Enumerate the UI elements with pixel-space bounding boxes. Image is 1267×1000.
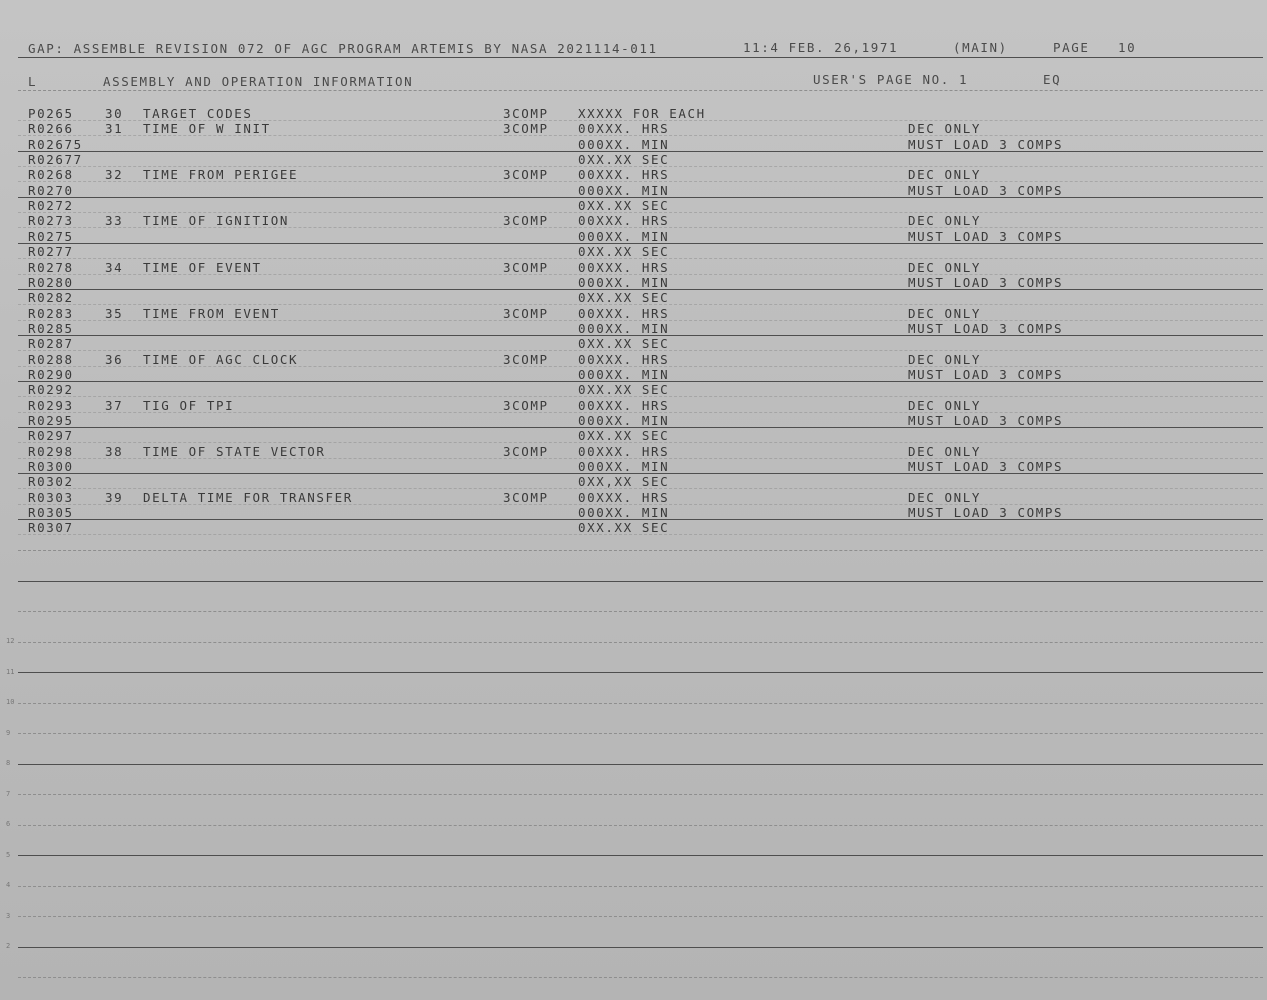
load-note: DEC ONLY — [908, 167, 982, 183]
users-page-number: USER'S PAGE NO. 1 — [813, 72, 969, 87]
load-note: MUST LOAD 3 COMPS — [908, 320, 1064, 336]
display-format: 00XXX. HRS — [578, 213, 670, 229]
display-format: 00XXX. HRS — [578, 489, 670, 505]
load-note: DEC ONLY — [908, 259, 982, 275]
component-count: 3COMP — [503, 351, 549, 367]
blank-rule — [18, 581, 1263, 582]
line-id: R0283 — [28, 305, 74, 321]
blank-rule — [18, 855, 1263, 856]
load-note: DEC ONLY — [908, 305, 982, 321]
load-note: DEC ONLY — [908, 213, 982, 229]
margin-number: 3 — [6, 911, 11, 920]
line-id: R02677 — [28, 152, 83, 168]
margin-number: 9 — [6, 728, 11, 737]
component-count: 3COMP — [503, 443, 549, 459]
line-id: R0302 — [28, 474, 74, 490]
blank-rule — [18, 672, 1263, 673]
page-number: 10 — [1118, 40, 1137, 55]
line-id: R0287 — [28, 336, 74, 352]
listing-timestamp: 11:4 FEB. 26,1971 — [743, 40, 899, 55]
page-label: PAGE — [1053, 40, 1090, 55]
display-format: 00XXX. HRS — [578, 397, 670, 413]
line-id: R0297 — [28, 428, 74, 444]
display-format: 0XX.XX SEC — [578, 244, 670, 260]
blank-rule — [18, 764, 1263, 765]
item-number: 37 — [105, 397, 124, 413]
margin-number: 4 — [6, 881, 11, 889]
blank-rule — [18, 886, 1263, 887]
item-number: 36 — [105, 351, 124, 367]
line-id: R0275 — [28, 228, 74, 244]
line-id: R0278 — [28, 259, 74, 275]
line-id: R0298 — [28, 443, 74, 459]
display-format: 000XX. MIN — [578, 413, 670, 428]
blank-rule — [18, 611, 1263, 612]
load-note: MUST LOAD 3 COMPS — [908, 228, 1064, 244]
display-format: 000XX. MIN — [578, 366, 670, 382]
line-id: R0268 — [28, 167, 74, 183]
margin-number: 5 — [6, 850, 11, 859]
line-id: R0303 — [28, 489, 74, 505]
load-note: DEC ONLY — [908, 489, 982, 505]
section-title: ASSEMBLY AND OPERATION INFORMATION — [103, 74, 414, 89]
item-description: TARGET CODES — [143, 106, 253, 121]
blank-rule — [18, 550, 1263, 551]
item-description: DELTA TIME FOR TRANSFER — [143, 489, 353, 505]
display-format: 0XX.XX SEC — [578, 290, 670, 306]
display-format: 000XX. MIN — [578, 274, 670, 290]
display-format: 0XX.XX SEC — [578, 152, 670, 168]
component-count: 3COMP — [503, 106, 549, 121]
display-format: 000XX. MIN — [578, 459, 670, 475]
display-format: 0XX.XX SEC — [578, 198, 670, 214]
line-id: R0273 — [28, 213, 74, 229]
item-number: 38 — [105, 443, 124, 459]
component-count: 3COMP — [503, 259, 549, 275]
display-format: 00XXX. HRS — [578, 167, 670, 183]
display-format: 00XXX. HRS — [578, 305, 670, 321]
load-note: MUST LOAD 3 COMPS — [908, 505, 1064, 521]
row-rule — [18, 258, 1263, 259]
load-note: MUST LOAD 3 COMPS — [908, 136, 1064, 152]
item-number: 31 — [105, 121, 124, 137]
line-id: P0265 — [28, 106, 74, 121]
blank-rule — [18, 794, 1263, 795]
display-format: XXXXX FOR EACH — [578, 106, 706, 121]
load-note: DEC ONLY — [908, 351, 982, 367]
component-count: 3COMP — [503, 167, 549, 183]
component-count: 3COMP — [503, 305, 549, 321]
display-format: 0XX.XX SEC — [578, 336, 670, 352]
line-id: R0272 — [28, 198, 74, 214]
margin-number: 11 — [6, 667, 15, 676]
line-id: R0266 — [28, 121, 74, 137]
listing-header-title: GAP: ASSEMBLE REVISION 072 OF AGC PROGRAM ARTEMIS BY NASA 2021114-011 — [28, 41, 658, 56]
margin-number: 7 — [6, 789, 11, 798]
load-note: MUST LOAD 3 COMPS — [908, 366, 1064, 382]
item-number: 39 — [105, 489, 124, 505]
listing-mode: (MAIN) — [953, 40, 1008, 55]
display-format: 000XX. MIN — [578, 182, 670, 198]
line-id: R0295 — [28, 413, 74, 428]
blank-rule — [18, 703, 1263, 704]
component-count: 3COMP — [503, 213, 549, 229]
line-id: R0292 — [28, 382, 74, 398]
header-rule — [18, 57, 1263, 58]
display-format: 0XX.XX SEC — [578, 382, 670, 398]
component-count: 3COMP — [503, 489, 549, 505]
load-note: MUST LOAD 3 COMPS — [908, 274, 1064, 290]
item-description: TIME FROM EVENT — [143, 305, 280, 321]
line-id: R0290 — [28, 366, 74, 382]
blank-rule — [18, 733, 1263, 734]
load-note: DEC ONLY — [908, 443, 982, 459]
display-format: 00XXX. HRS — [578, 443, 670, 459]
item-description: TIG OF TPI — [143, 397, 235, 413]
blank-rule — [18, 825, 1263, 826]
item-description: TIME OF EVENT — [143, 259, 262, 275]
margin-number: 6 — [6, 820, 11, 828]
margin-number: 10 — [6, 698, 15, 706]
display-format: 000XX. MIN — [578, 505, 670, 521]
item-description: TIME OF STATE VECTOR — [143, 443, 326, 459]
blank-rule — [18, 642, 1263, 643]
component-count: 3COMP — [503, 397, 549, 413]
item-number: 34 — [105, 259, 124, 275]
eq-label: EQ — [1043, 72, 1062, 87]
row-rule — [18, 534, 1263, 535]
line-id: R0280 — [28, 274, 74, 290]
margin-number: 8 — [6, 759, 11, 767]
display-format: 000XX. MIN — [578, 136, 670, 152]
section-code: L — [28, 74, 38, 89]
item-number: 33 — [105, 213, 124, 229]
display-format: 0XX.XX SEC — [578, 428, 670, 444]
load-note: DEC ONLY — [908, 121, 982, 137]
load-note: MUST LOAD 3 COMPS — [908, 413, 1064, 428]
item-number: 30 — [105, 106, 124, 121]
line-id: R0282 — [28, 290, 74, 306]
line-id: R0305 — [28, 505, 74, 521]
line-id: R0288 — [28, 351, 74, 367]
display-format: 00XXX. HRS — [578, 259, 670, 275]
line-id: R0293 — [28, 397, 74, 413]
line-id: R0300 — [28, 459, 74, 475]
display-format: 00XXX. HRS — [578, 351, 670, 367]
display-format: 000XX. MIN — [578, 228, 670, 244]
display-format: 000XX. MIN — [578, 320, 670, 336]
display-format: 0XX,XX SEC — [578, 474, 670, 490]
item-description: TIME OF IGNITION — [143, 213, 290, 229]
margin-number: 12 — [6, 637, 15, 645]
display-format: 00XXX. HRS — [578, 121, 670, 137]
load-note: MUST LOAD 3 COMPS — [908, 459, 1064, 475]
load-note: MUST LOAD 3 COMPS — [908, 182, 1064, 198]
display-format: 0XX.XX SEC — [578, 520, 670, 536]
line-id: R02675 — [28, 136, 83, 152]
load-note: DEC ONLY — [908, 397, 982, 413]
line-id: R0307 — [28, 520, 74, 536]
component-count: 3COMP — [503, 121, 549, 137]
margin-number: 2 — [6, 942, 11, 950]
item-number: 35 — [105, 305, 124, 321]
blank-rule — [18, 947, 1263, 948]
item-number: 32 — [105, 167, 124, 183]
line-id: R0277 — [28, 244, 74, 260]
item-description: TIME OF AGC CLOCK — [143, 351, 299, 367]
item-description: TIME FROM PERIGEE — [143, 167, 299, 183]
blank-rule — [18, 977, 1263, 978]
line-id: R0285 — [28, 320, 74, 336]
line-id: R0270 — [28, 182, 74, 198]
blank-rule — [18, 916, 1263, 917]
item-description: TIME OF W INIT — [143, 121, 271, 137]
subheader-rule — [18, 90, 1263, 91]
